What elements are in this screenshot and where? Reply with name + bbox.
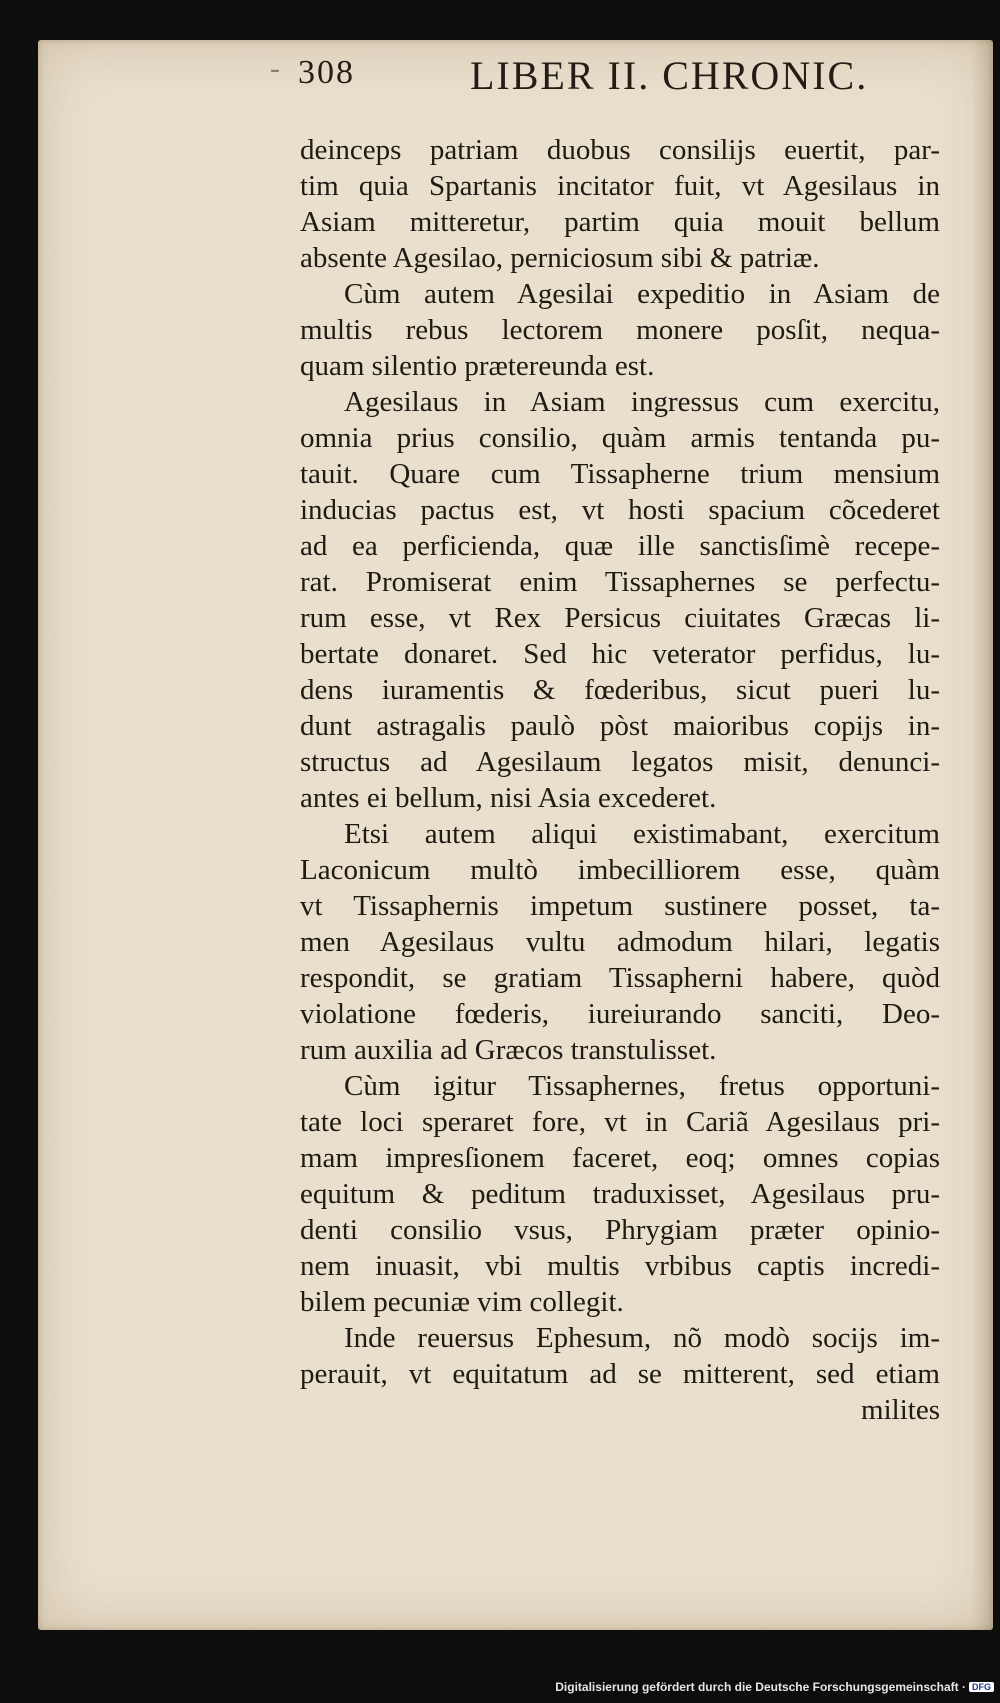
body-text — [300, 132, 940, 1428]
paragraph — [300, 1320, 940, 1392]
text-line: rum esse, vt Rex Persicus ciuitates Græcas li- — [300, 602, 940, 634]
text-line: inducias pactus est, vt hosti spacium cõcederet — [300, 494, 940, 526]
text-line: Asiam mitteretur, partim quia mouit bellum — [300, 206, 940, 238]
paragraph — [300, 816, 940, 1068]
paragraph — [300, 132, 940, 276]
text-line: dunt astragalis paulò pòst maioribus copijs in- — [300, 710, 940, 742]
dfg-logo: DFG — [969, 1682, 994, 1692]
digitization-credit — [555, 1680, 994, 1694]
text-line: Agesilaus in Asiam ingressus cum exercitu, — [344, 386, 940, 418]
text-line: rat. Promiserat enim Tissaphernes se perfectu- — [300, 566, 940, 598]
text-line: deinceps patriam duobus consilijs euertit, par- — [300, 134, 940, 166]
text-line: respondit, se gratiam Tissapherni habere, quòd — [300, 962, 940, 994]
text-line: equitum & peditum traduxisset, Agesilaus pru- — [300, 1178, 940, 1210]
text-line: structus ad Agesilaum legatos misit, denunci- — [300, 746, 940, 778]
text-line: violatione fœderis, iureiurando sanciti, Deo- — [300, 998, 940, 1030]
text-line: men Agesilaus vultu admodum hilari, legatis — [300, 926, 940, 958]
text-line: mam impresſionem faceret, eoq; omnes copias — [300, 1142, 940, 1174]
text-line: absente Agesilao, perniciosum sibi & patriæ. — [300, 242, 820, 274]
text-line: denti consilio vsus, Phrygiam præter opinio- — [300, 1214, 940, 1246]
text-line: dens iuramentis & fœderibus, sicut pueri lu- — [300, 674, 940, 706]
text-line: antes ei bellum, nisi Asia excederet. — [300, 782, 717, 814]
text-line: tate loci speraret fore, vt in Cariã Agesilaus pri- — [300, 1106, 940, 1138]
text-line: tim quia Spartanis incitator fuit, vt Agesilaus in — [300, 170, 940, 202]
text-line: ad ea perficienda, quæ ille sanctisſimè recepe- — [300, 530, 940, 562]
text-line: multis rebus lectorem monere posſit, nequa- — [300, 314, 940, 346]
running-head-dash: - — [270, 52, 282, 85]
credit-text: Digitalisierung gefördert durch die Deutsche Forschungsgemeinschaft · — [555, 1680, 966, 1694]
paragraph — [300, 384, 940, 816]
paragraph — [300, 276, 940, 384]
running-head-title: LIBER II. CHRONIC. — [470, 53, 869, 98]
text-line: bertate donaret. Sed hic veterator perfidus, lu- — [300, 638, 940, 670]
text-line: omnia prius consilio, quàm armis tentanda pu- — [300, 422, 940, 454]
paragraph — [300, 1068, 940, 1320]
running-head — [270, 52, 930, 112]
text-line: Cùm autem Agesilai expeditio in Asiam de — [344, 278, 940, 310]
text-line: bilem pecuniæ vim collegit. — [300, 1286, 624, 1318]
text-line: rum auxilia ad Græcos transtulisset. — [300, 1034, 717, 1066]
text-line: nem inuasit, vbi multis vrbibus captis incredi- — [300, 1250, 940, 1282]
text-line: perauit, vt equitatum ad se mitterent, sed etiam — [300, 1358, 940, 1390]
text-line: tauit. Quare cum Tissapherne trium mensium — [300, 458, 940, 490]
text-line: quam silentio prætereunda est. — [300, 350, 655, 382]
page-edge-shadow — [971, 40, 993, 1630]
text-line: Inde reuersus Ephesum, nõ modò socijs im- — [344, 1322, 940, 1354]
page-number: 308 — [298, 54, 355, 91]
catchword: milites — [861, 1394, 940, 1426]
text-line: Cùm igitur Tissaphernes, fretus opportuni- — [344, 1070, 940, 1102]
text-line: Laconicum multò imbecilliorem esse, quàm — [300, 854, 940, 886]
text-line: Etsi autem aliqui existimabant, exercitum — [344, 818, 940, 850]
text-line: vt Tissaphernis impetum sustinere posset, ta- — [300, 890, 940, 922]
